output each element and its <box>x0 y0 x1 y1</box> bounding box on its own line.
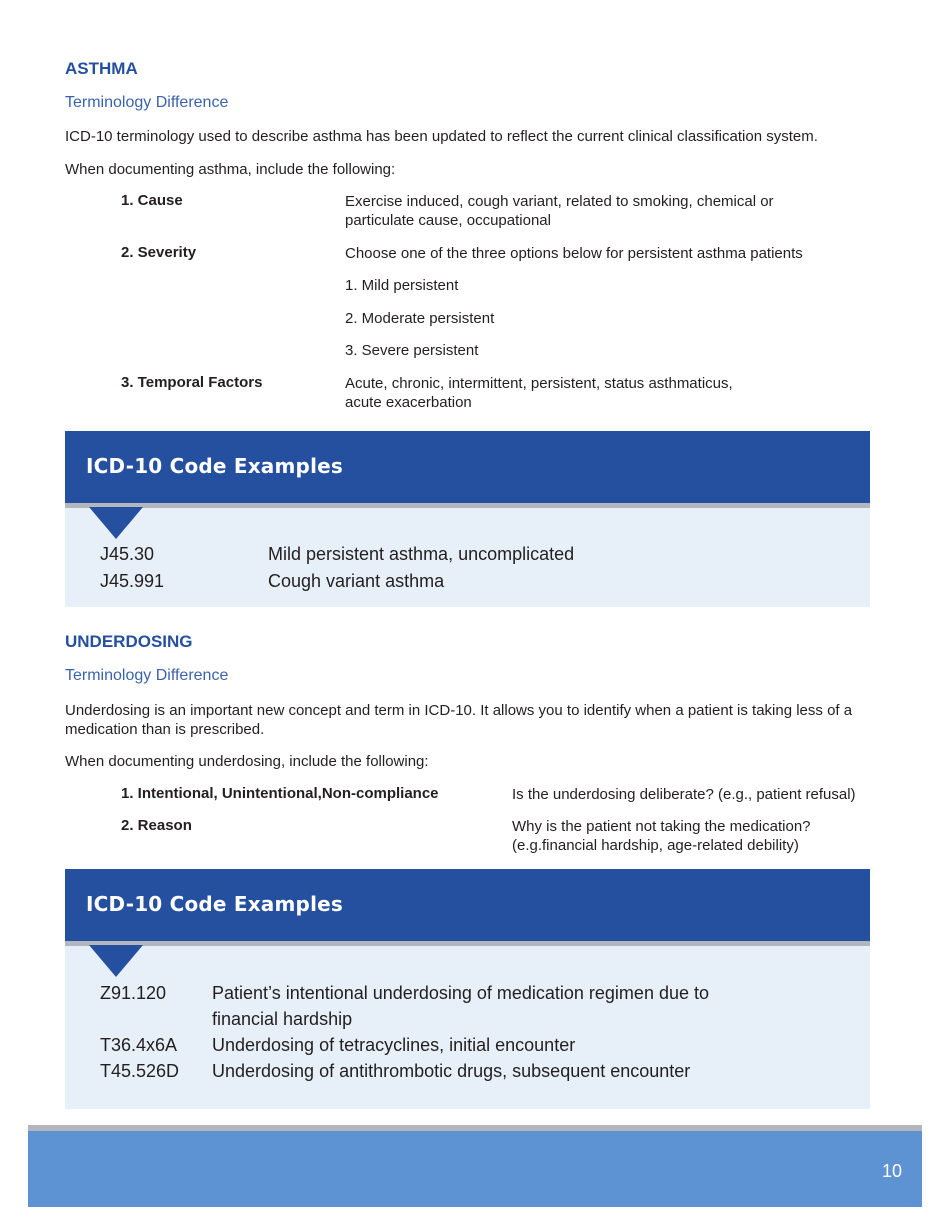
asthma-subheading: Terminology Difference <box>65 94 229 111</box>
page-footer <box>28 1125 922 1207</box>
asthma-instruction: When documenting asthma, include the following: <box>65 161 396 178</box>
code-value: J45.991 <box>100 571 165 591</box>
asthma-item-desc: Acute, chronic, intermittent, persistent, status asthmaticus, acute exacerbation <box>345 375 733 411</box>
underdosing-item-desc: Why is the patient not taking the medication? (e.g.financial hardship, age-related debility) <box>512 818 811 854</box>
code-value: J45.30 <box>100 544 155 564</box>
asthma-code-examples <box>65 431 870 607</box>
severity-option: 2. Moderate persistent <box>345 310 495 327</box>
pointer-triangle-icon <box>89 945 143 977</box>
underdosing-instruction: When documenting underdosing, include the following: <box>65 753 429 770</box>
code-examples-header <box>65 431 870 508</box>
asthma-item-label: 3. Temporal Factors <box>121 374 263 391</box>
code-description: Underdosing of tetracyclines, initial encounter <box>212 1035 576 1055</box>
code-description: Mild persistent asthma, uncomplicated <box>268 544 575 564</box>
code-description: Underdosing of antithrombotic drugs, subsequent encounter <box>212 1061 691 1081</box>
asthma-item-label: 2. Severity <box>121 244 197 261</box>
code-examples-header <box>65 869 870 946</box>
underdosing-code-examples <box>65 869 870 1109</box>
page-number: 10 <box>881 1161 902 1181</box>
asthma-intro: ICD-10 terminology used to describe asthma has been updated to reflect the current clinical classification system. <box>65 128 818 145</box>
severity-option: 1. Mild persistent <box>345 277 459 294</box>
code-value: Z91.120 <box>100 983 167 1003</box>
underdosing-intro: Underdosing is an important new concept and term in ICD-10. It allows you to identify when a patient is taking less of a medication than is prescribed. <box>65 702 853 738</box>
code-examples-title: ICD-10 Code Examples <box>86 454 343 478</box>
asthma-item-desc: Exercise induced, cough variant, related to smoking, chemical or particulate cause, occupational <box>345 193 774 229</box>
asthma-item-label: 1. Cause <box>121 192 183 209</box>
code-description: Cough variant asthma <box>268 571 445 591</box>
underdosing-item-label: 1. Intentional, Unintentional,Non-compliance <box>121 785 439 802</box>
code-description: Patient’s intentional underdosing of medication regimen due to financial hardship <box>212 983 709 1029</box>
underdosing-item-label: 2. Reason <box>121 817 192 834</box>
underdosing-subheading: Terminology Difference <box>65 667 229 684</box>
underdosing-item-desc: Is the underdosing deliberate? (e.g., patient refusal) <box>512 786 856 803</box>
code-examples-title: ICD-10 Code Examples <box>86 892 343 916</box>
asthma-title: ASTHMA <box>65 59 138 78</box>
pointer-triangle-icon <box>89 507 143 539</box>
code-value: T36.4x6A <box>100 1035 178 1055</box>
severity-option: 3. Severe persistent <box>345 342 479 359</box>
code-value: T45.526D <box>100 1061 180 1081</box>
asthma-item-desc: Choose one of the three options below for persistent asthma patients <box>345 245 803 262</box>
underdosing-title: UNDERDOSING <box>65 632 193 651</box>
